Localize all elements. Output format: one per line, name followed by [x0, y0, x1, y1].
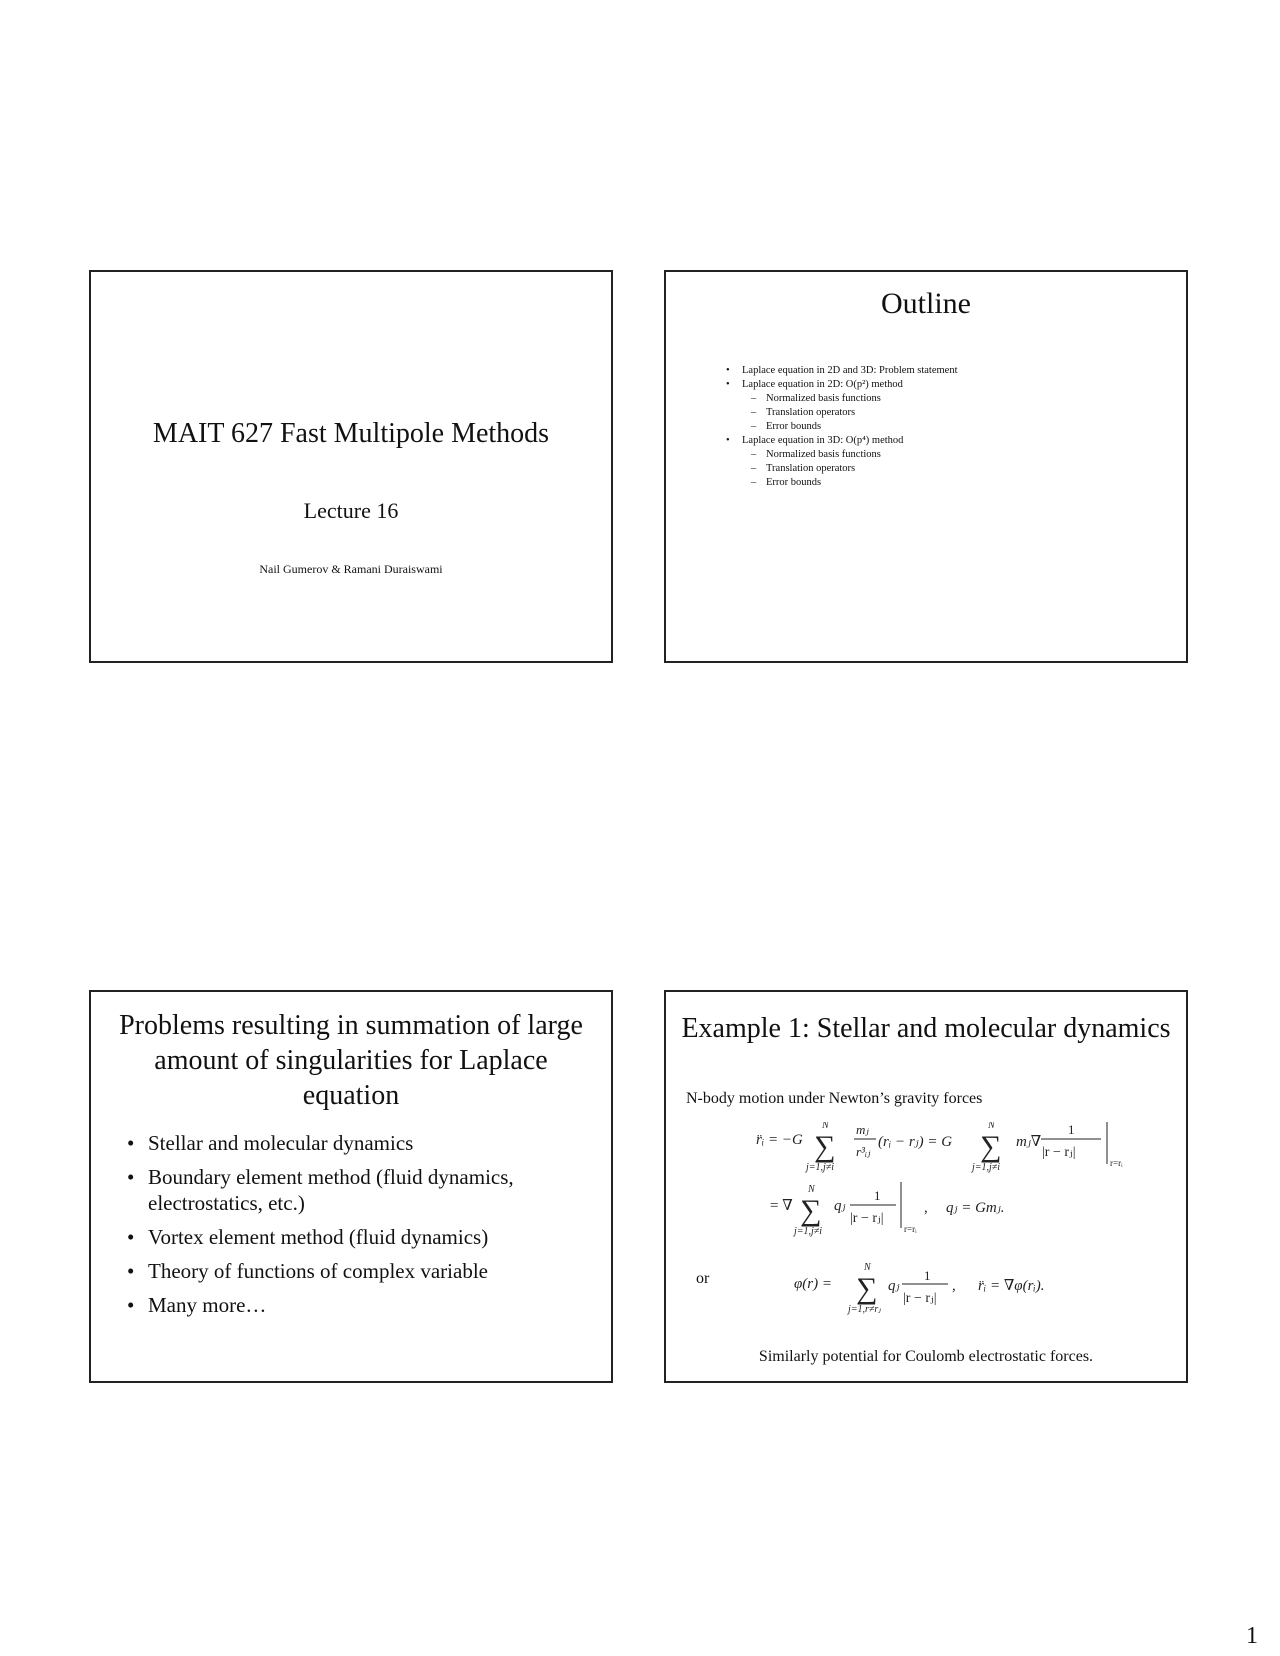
svg-text:N: N	[808, 1184, 815, 1195]
lead-text: N-body motion under Newton’s gravity forces	[686, 1090, 983, 1107]
svg-text:j=1,r≠rⱼ: j=1,r≠rⱼ	[848, 1304, 881, 1315]
svg-text:N: N	[822, 1122, 829, 1131]
svg-text:,: ,	[952, 1278, 956, 1294]
svg-text:1: 1	[924, 1268, 931, 1283]
slide-title	[89, 270, 613, 663]
authors: Nail Gumerov & Ramani Duraiswami	[259, 562, 443, 576]
svg-text:qⱼ: qⱼ	[834, 1198, 846, 1214]
svg-text:r̈ᵢ = ∇φ(rᵢ).: r̈ᵢ = ∇φ(rᵢ).	[978, 1278, 1045, 1294]
slide-title: Problems resulting in summation of large amount of singularities for Laplace equation	[119, 1010, 583, 1111]
svg-text:r³ᵢⱼ: r³ᵢⱼ	[856, 1144, 871, 1159]
equation-line-1	[756, 1122, 1123, 1173]
svg-text:,: ,	[924, 1200, 928, 1216]
svg-text:|r − rⱼ|: |r − rⱼ|	[850, 1211, 884, 1226]
svg-text:= ∇: = ∇	[770, 1198, 793, 1214]
list-item: • Boundary element method (fluid dynamics, electrostatics, etc.)	[127, 1164, 593, 1216]
svg-text:mⱼ∇: mⱼ∇	[1016, 1134, 1042, 1150]
equations-image	[666, 1122, 1186, 1322]
slide-title: Example 1: Stellar and molecular dynamics	[681, 1013, 1171, 1044]
svg-text:|r − rⱼ|: |r − rⱼ|	[903, 1291, 937, 1306]
svg-text:∑: ∑	[856, 1272, 878, 1305]
list-item: – Error bounds	[722, 420, 957, 434]
list-item: – Normalized basis functions	[722, 392, 957, 406]
list-item: • Theory of functions of complex variable	[127, 1258, 593, 1284]
list-item: – Error bounds	[722, 476, 957, 490]
list-item: • Laplace equation in 2D: O(p²) method	[722, 378, 957, 392]
list-item: • Laplace equation in 3D: O(p⁴) method	[722, 434, 957, 448]
page-number: 1	[1246, 1623, 1258, 1649]
svg-text:φ(r) =: φ(r) =	[794, 1276, 832, 1292]
svg-text:(rᵢ − rⱼ) = G: (rᵢ − rⱼ) = G	[878, 1134, 953, 1150]
svg-text:j=1,j≠i: j=1,j≠i	[972, 1162, 1001, 1173]
coulomb-note: Similarly potential for Coulomb electrostatic forces.	[758, 1348, 1094, 1365]
svg-text:∑: ∑	[980, 1130, 1002, 1163]
svg-text:r=rᵢ: r=rᵢ	[1110, 1158, 1123, 1168]
list-item: • Stellar and molecular dynamics	[127, 1130, 593, 1156]
list-item: • Vortex element method (fluid dynamics)	[127, 1224, 593, 1250]
svg-text:1: 1	[1068, 1122, 1075, 1137]
list-item: – Translation operators	[722, 406, 957, 420]
list-item: – Normalized basis functions	[722, 448, 957, 462]
or-text: or	[696, 1270, 710, 1287]
svg-text:r̈ᵢ = −G: r̈ᵢ = −G	[756, 1132, 803, 1148]
list-item: – Translation operators	[722, 462, 957, 476]
svg-text:∑: ∑	[800, 1194, 822, 1227]
slide-title: Outline	[881, 287, 971, 320]
slide-problems	[89, 990, 613, 1383]
svg-text:qⱼ: qⱼ	[888, 1278, 900, 1294]
equation-line-2	[770, 1182, 1004, 1237]
list-item: • Many more…	[127, 1292, 593, 1318]
svg-text:∑: ∑	[814, 1130, 836, 1163]
svg-text:N: N	[988, 1122, 995, 1131]
svg-text:|r − rⱼ|: |r − rⱼ|	[1042, 1145, 1076, 1160]
svg-text:mⱼ: mⱼ	[856, 1122, 869, 1137]
lecture-number: Lecture 16	[303, 498, 399, 523]
problems-list	[127, 1130, 593, 1326]
svg-text:qⱼ = Gmⱼ.: qⱼ = Gmⱼ.	[946, 1200, 1005, 1216]
list-item: • Laplace equation in 2D and 3D: Problem statement	[722, 364, 957, 378]
svg-text:j=1,j≠i: j=1,j≠i	[806, 1162, 835, 1173]
outline-list	[722, 364, 957, 490]
svg-text:j=1,j≠i: j=1,j≠i	[794, 1226, 823, 1237]
svg-text:1: 1	[874, 1188, 881, 1203]
svg-text:r=rᵢ: r=rᵢ	[904, 1224, 917, 1234]
slide-outline	[664, 270, 1188, 663]
equation-line-3	[794, 1262, 1045, 1315]
course-title: MAIT 627 Fast Multipole Methods	[152, 418, 550, 449]
slide-example-1	[664, 990, 1188, 1383]
svg-text:N: N	[864, 1262, 871, 1273]
